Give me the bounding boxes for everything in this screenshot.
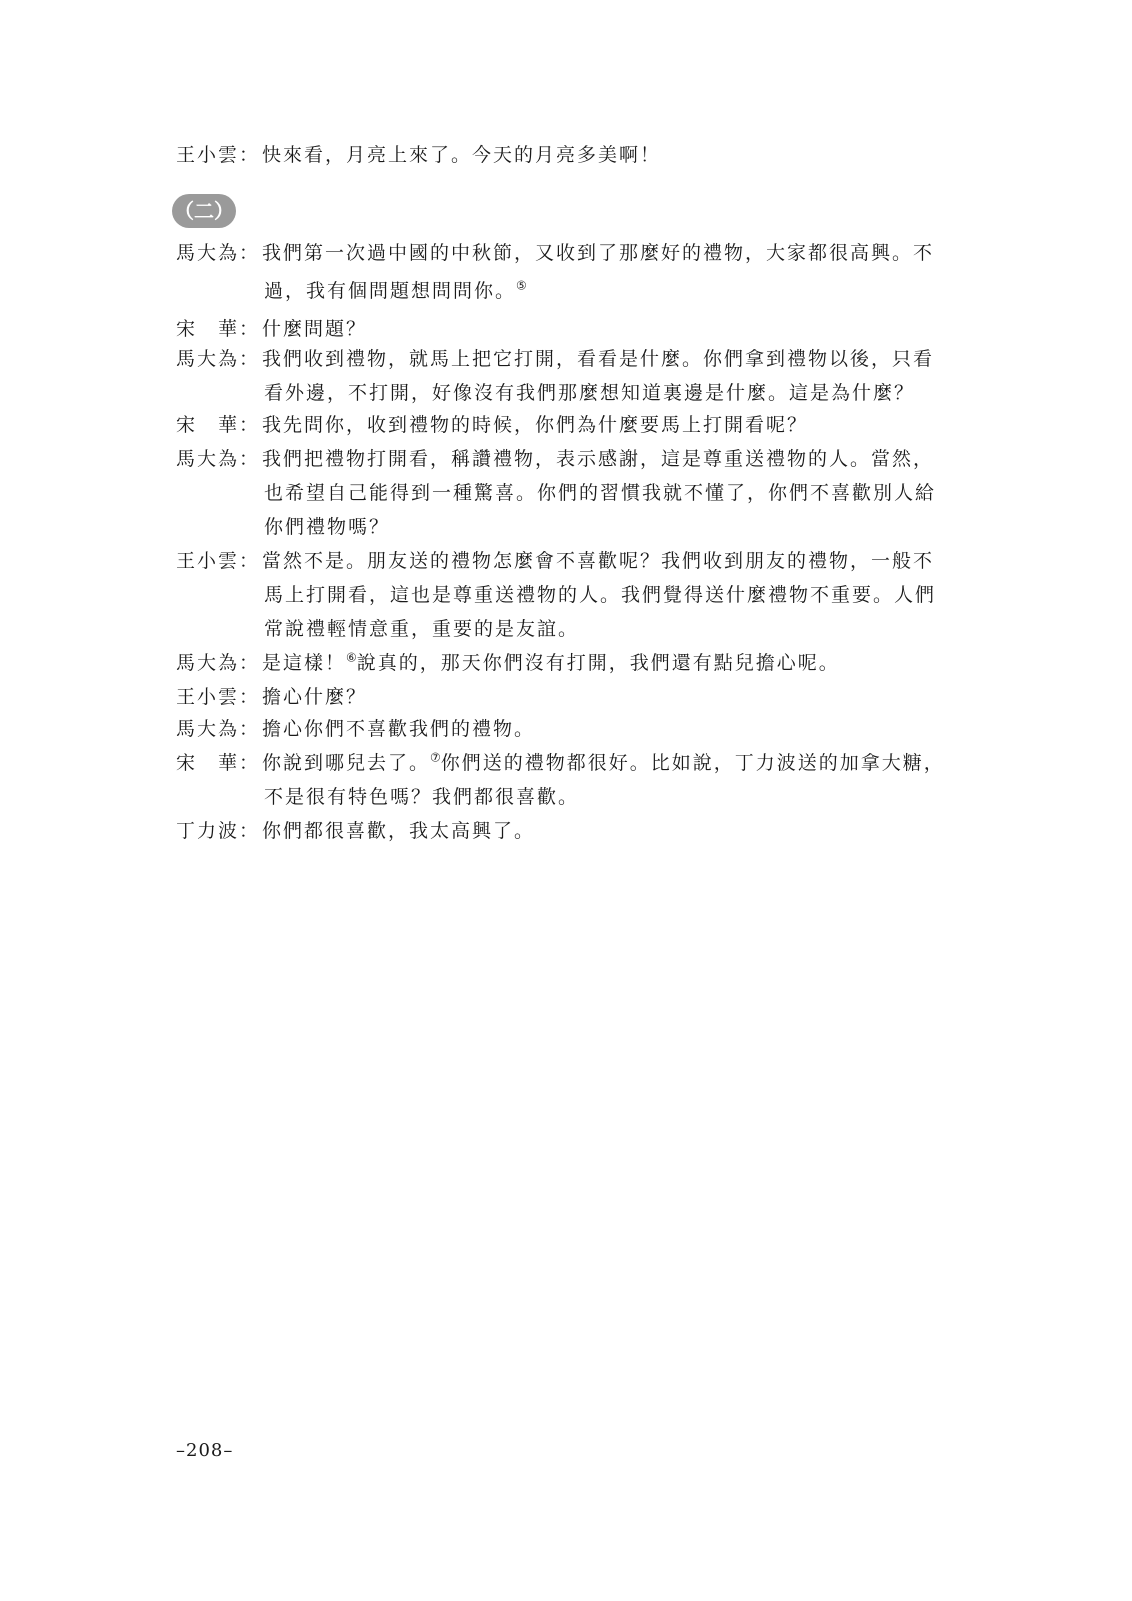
dialogue-text: 什麼問題？ bbox=[262, 318, 368, 340]
dialogue-text: 擔心什麼？ bbox=[262, 686, 368, 708]
dialogue-line bbox=[176, 682, 367, 709]
dialogue-line bbox=[176, 714, 535, 741]
dialogue-text: 我們把禮物打開看，稱讚禮物，表示感謝，這是尊重送禮物的人。當然， bbox=[262, 448, 935, 470]
speaker-name: 王小雲： bbox=[176, 686, 261, 708]
dialogue-text: 說真的，那天你們沒有打開，我們還有點兒擔心呢。 bbox=[356, 652, 840, 674]
dialogue-text: 我們第一次過中國的中秋節，又收到了那麼好的禮物，大家都很高興。不 bbox=[262, 242, 935, 264]
dialogue-line bbox=[176, 444, 934, 471]
speaker-name: 丁力波： bbox=[176, 820, 261, 842]
dialogue-line bbox=[176, 314, 367, 341]
page-number: –208– bbox=[176, 1440, 234, 1461]
dialogue-text: 當然不是。朋友送的禮物怎麼會不喜歡呢？我們收到朋友的禮物，一般不 bbox=[262, 550, 935, 572]
dialogue-text: 我們收到禮物，就馬上把它打開，看看是什麼。你們拿到禮物以後，只看 bbox=[262, 348, 935, 370]
dialogue-line bbox=[176, 748, 945, 775]
footnote-marker: ⑦ bbox=[430, 750, 441, 765]
dialogue-line bbox=[176, 648, 840, 675]
dialogue-line bbox=[176, 546, 934, 573]
dialogue-text: 你們送的禮物都很好。比如說，丁力波送的加拿大糖， bbox=[440, 752, 945, 774]
dialogue-text: 馬上打開看，這也是尊重送禮物的人。我們覺得送什麼禮物不重要。人們 bbox=[264, 584, 937, 606]
dialogue-continuation bbox=[264, 378, 915, 405]
dialogue-text: 常說禮輕情意重，重要的是友誼。 bbox=[264, 618, 580, 640]
speaker-name: 馬大為： bbox=[176, 348, 261, 370]
dialogue-text: 過，我有個問題想問問你。 bbox=[264, 280, 517, 302]
dialogue-line bbox=[176, 816, 535, 843]
dialogue-text: 快來看，月亮上來了。今天的月亮多美啊！ bbox=[262, 144, 662, 166]
section-label-badge: （二） bbox=[172, 194, 236, 228]
speaker-name: 王小雲： bbox=[176, 550, 261, 572]
dialogue-line bbox=[176, 410, 808, 437]
dialogue-continuation bbox=[264, 782, 579, 809]
dialogue-text: 你們都很喜歡，我太高興了。 bbox=[262, 820, 536, 842]
dialogue-text: 看外邊，不打開，好像沒有我們那麼想知道裏邊是什麼。這是為什麼？ bbox=[264, 382, 916, 404]
dialogue-text: 擔心你們不喜歡我們的禮物。 bbox=[262, 718, 536, 740]
footnote-marker: ⑥ bbox=[346, 650, 357, 665]
speaker-name: 馬大為： bbox=[176, 652, 261, 674]
dialogue-text: 是這樣！ bbox=[262, 652, 347, 674]
dialogue-text: 不是很有特色嗎？我們都很喜歡。 bbox=[264, 786, 580, 808]
dialogue-text: 我先問你，收到禮物的時候，你們為什麼要馬上打開看呢？ bbox=[262, 414, 809, 436]
speaker-name: 馬大為： bbox=[176, 448, 261, 470]
speaker-name: 馬大為： bbox=[176, 242, 261, 264]
dialogue-text: 也希望自己能得到一種驚喜。你們的習慣我就不懂了，你們不喜歡別人給 bbox=[264, 482, 937, 504]
speaker-name: 馬大為： bbox=[176, 718, 261, 740]
dialogue-line bbox=[176, 344, 934, 371]
dialogue-text: 你們禮物嗎？ bbox=[264, 516, 391, 538]
footnote-marker: ⑤ bbox=[516, 278, 527, 293]
speaker-name: 宋 華： bbox=[176, 752, 261, 774]
dialogue-line-intro bbox=[176, 140, 661, 167]
dialogue-continuation bbox=[264, 276, 527, 303]
dialogue-continuation bbox=[264, 614, 579, 641]
speaker-name: 宋 華： bbox=[176, 318, 261, 340]
dialogue-continuation bbox=[264, 512, 390, 539]
speaker-name: 宋 華： bbox=[176, 414, 261, 436]
dialogue-continuation bbox=[264, 580, 936, 607]
dialogue-text: 你說到哪兒去了。 bbox=[262, 752, 431, 774]
dialogue-continuation bbox=[264, 478, 936, 505]
dialogue-line bbox=[176, 238, 934, 265]
speaker-name: 王小雲： bbox=[176, 144, 261, 166]
